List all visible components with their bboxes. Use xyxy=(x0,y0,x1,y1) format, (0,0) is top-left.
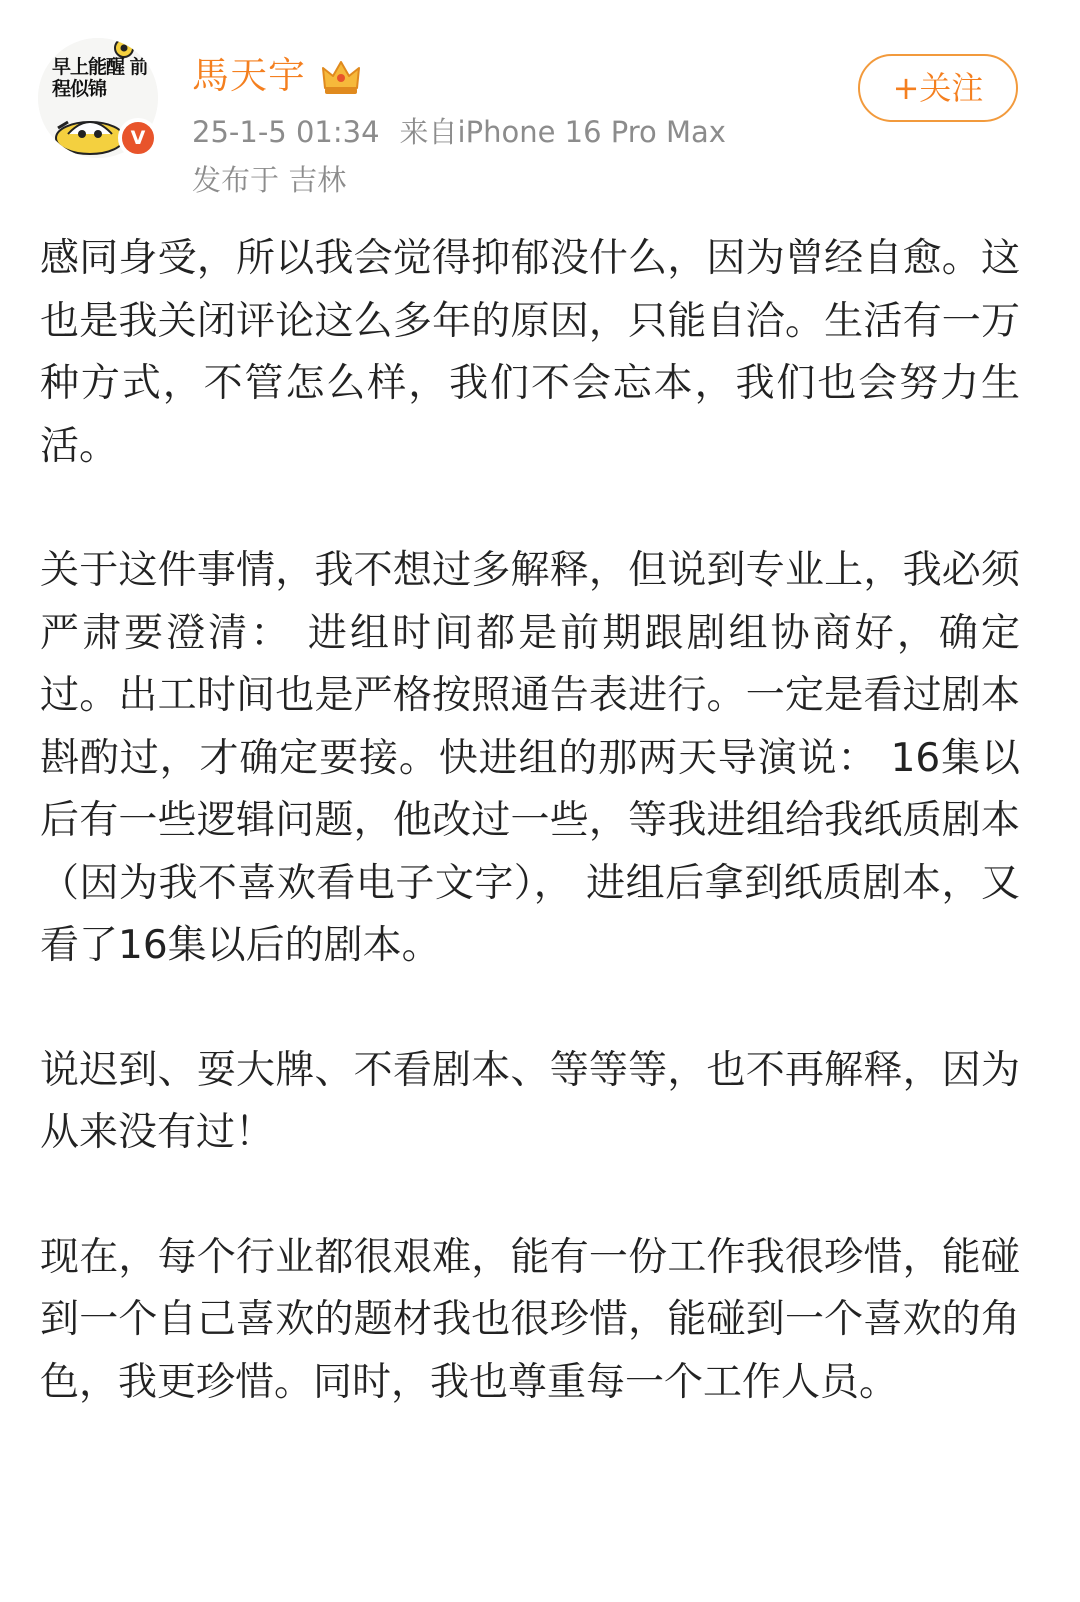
author-name[interactable]: 馬天宇 xyxy=(192,54,306,97)
post-paragraph: 关于这件事情，我不想过多解释，但说到专业上，我必须严肃要澄清： 进组时间都是前期跟剧组协商好，确定过。出工时间也是严格按照通告表进行。一定是看过剧本斟酌过，才确定要接。快进组的那两天导演说： 16集以后有一些逻辑问题，他改过一些，等我进组给我纸质剧本（因为我不喜欢看电子文字）， 进组后拿到纸质剧本，又看了16集以后的剧本。 xyxy=(40,548,1020,968)
post-header xyxy=(0,0,1080,220)
post-paragraph: 感同身受，所以我会觉得抑郁没什么，因为曾经自愈。这也是我关闭评论这么多年的原因，只能自洽。生活有一万种方式，不管怎么样，我们不会忘本，我们也会努力生活。 xyxy=(40,236,1020,469)
follow-button[interactable]: +关注 xyxy=(858,54,1018,122)
post-paragraph: 说迟到、耍大牌、不看剧本、等等等，也不再解释，因为从来没有过！ xyxy=(40,1047,1020,1155)
gold-crown-icon xyxy=(320,58,362,98)
verified-badge: V xyxy=(118,118,158,158)
post-paragraph: 现在，每个行业都很艰难，能有一份工作我很珍惜，能碰到一个自己喜欢的题材我也很珍惜，能碰到一个喜欢的角色，我更珍惜。同时，我也尊重每一个工作人员。 xyxy=(40,1234,1020,1405)
post-meta xyxy=(192,112,726,152)
avatar-caption: 早上能醒 前程似锦 xyxy=(52,56,148,100)
post-timestamp: 25-1-5 01:34 xyxy=(192,115,380,149)
post-body xyxy=(40,228,1020,1476)
post-location: 发布于 吉林 xyxy=(192,163,347,197)
post-source: 来自iPhone 16 Pro Max xyxy=(399,115,726,149)
